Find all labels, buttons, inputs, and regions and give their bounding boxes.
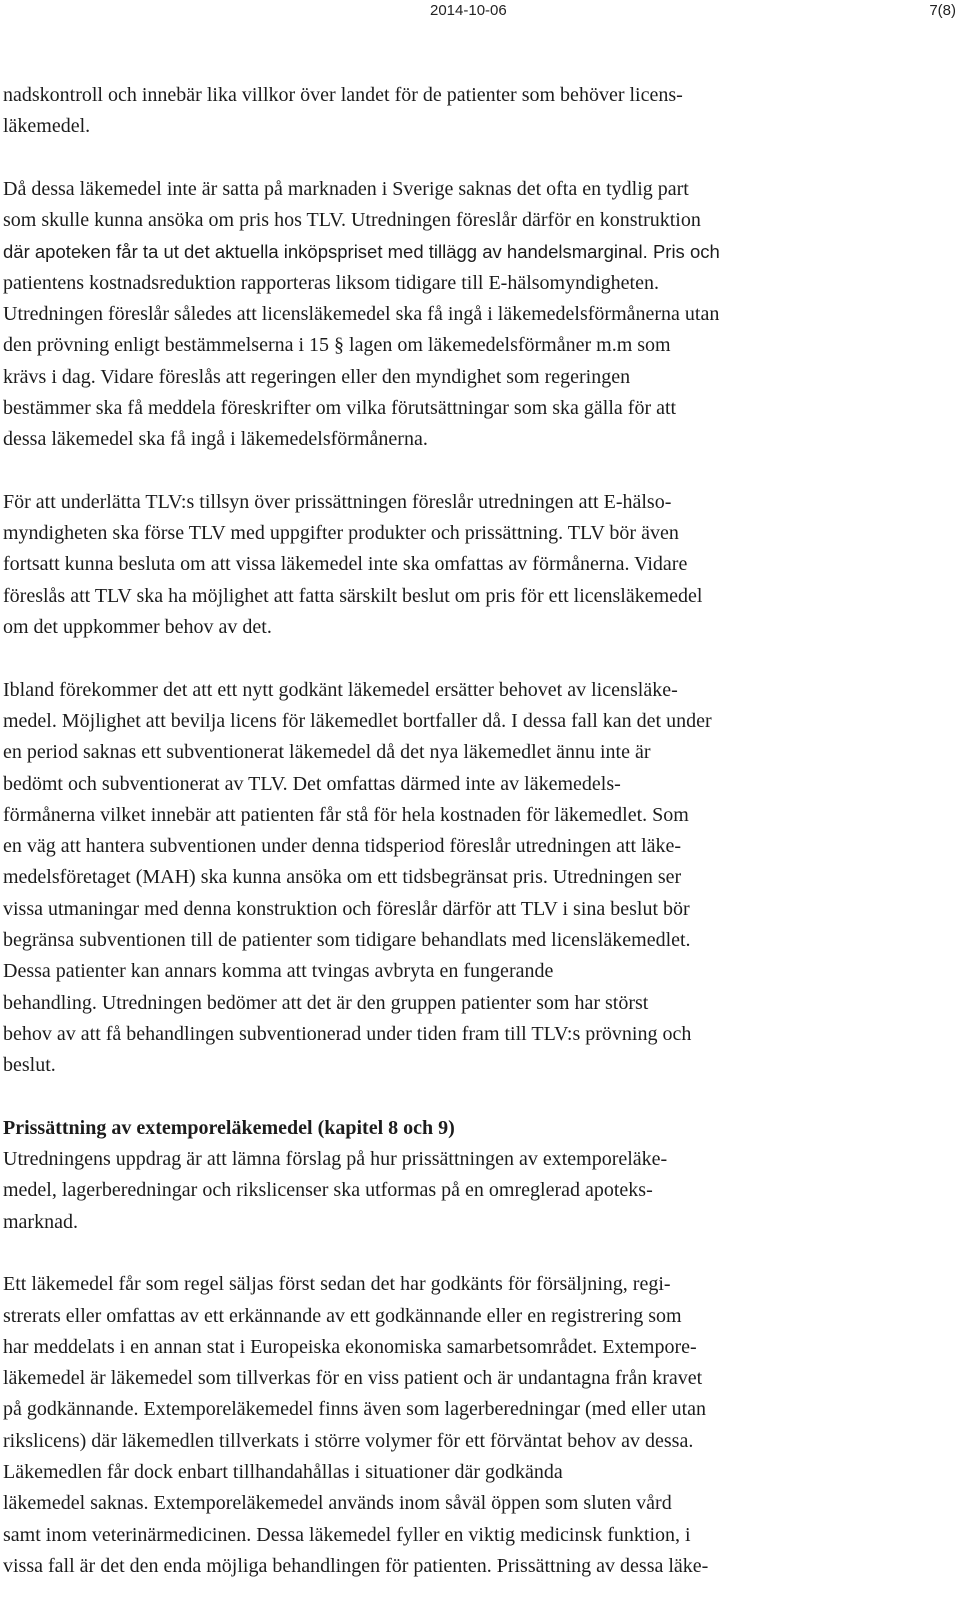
text-line: fortsatt kunna besluta om att vissa läkemedel inte ska omfattas av förmånerna. Vidare: [3, 553, 688, 576]
text-line: har meddelats i en annan stat i Europeiska ekonomiska samarbetsområdet. Extempore-: [3, 1335, 697, 1358]
text-line: Läkemedlen får dock enbart tillhandahållas i situationer där godkända: [3, 1461, 563, 1484]
text-line: patientens kostnadsreduktion rapporteras liksom tidigare till E-hälsomyndigheten.: [3, 271, 659, 294]
text-line: vissa utmaningar med denna konstruktion och föreslår därför att TLV i sina beslut bör: [3, 897, 690, 920]
paragraph: [3, 1269, 855, 1582]
text-line: Ett läkemedel får som regel säljas först sedan det har godkänts för försäljning, regi-: [3, 1273, 671, 1296]
text-line: vissa fall är det den enda möjliga behandlingen för patienten. Prissättning av dessa läke-: [3, 1554, 709, 1577]
text-line: strerats eller omfattas av ett erkännande av ett godkännande eller en registrering som: [3, 1304, 682, 1327]
text-line: myndigheten ska förse TLV med uppgifter produkter och prissättning. TLV bör även: [3, 522, 679, 545]
text-line: behov av att få behandlingen subventionerad under tiden fram till TLV:s prövning och: [3, 1022, 692, 1045]
text-line: läkemedel saknas. Extemporeläkemedel används inom såväl öppen som sluten vård: [3, 1492, 672, 1515]
paragraph-gap: [3, 1082, 855, 1113]
paragraph: [3, 487, 855, 643]
text-line: dessa läkemedel ska få ingå i läkemedelsförmånerna.: [3, 428, 428, 451]
paragraph: [3, 1113, 855, 1238]
document-body: [3, 80, 855, 1582]
text-line: som skulle kunna ansöka om pris hos TLV. Utredningen föreslår därför en konstruktion: [3, 209, 701, 232]
text-line: på godkännande. Extemporeläkemedel finns även som lagerberedningar (med eller utan: [3, 1398, 707, 1421]
text-line: rikslicens) där läkemedlen tillverkats i större volymer för ett förväntat behov av dessa.: [3, 1429, 694, 1452]
text-line: medel. Möjlighet att bevilja licens för läkemedlet bortfaller då. I dessa fall kan det under: [3, 709, 712, 732]
paragraph: [3, 80, 855, 143]
text-line: Då dessa läkemedel inte är satta på marknaden i Sverige saknas det ofta en tydlig part: [3, 177, 689, 200]
text-line: Utredningen föreslår således att licensläkemedel ska få ingå i läkemedelsförmånerna utan: [3, 303, 720, 326]
text-line: bedömt och subventionerat av TLV. Det omfattas därmed inte av läkemedels-: [3, 772, 621, 795]
text-line: medel, lagerberedningar och rikslicenser ska utformas på en omreglerad apoteks-: [3, 1179, 653, 1202]
text-line: förmånerna vilket innebär att patienten får stå för hela kostnaden för läkemedlet. Som: [3, 803, 689, 826]
text-line: läkemedel.: [3, 115, 91, 138]
paragraph-gap: [3, 1238, 855, 1269]
text-line: beslut.: [3, 1054, 56, 1077]
text-line: Utredningens uppdrag är att lämna förslag på hur prissättningen av extemporeläke-: [3, 1148, 668, 1171]
text-line: krävs i dag. Vidare föreslås att regeringen eller den myndighet som regeringen: [3, 365, 631, 388]
text-line: där apoteken får ta ut det aktuella inköpspriset med tillägg av handelsmarginal. Pris och: [3, 241, 720, 263]
paragraph: [3, 174, 855, 456]
text-line: föreslås att TLV ska ha möjlighet att fatta särskilt beslut om pris för ett licensläkemedel: [3, 584, 703, 607]
text-line: samt inom veterinärmedicinen. Dessa läkemedel fyller en viktig medicinsk funktion, i: [3, 1523, 691, 1546]
text-line: behandling. Utredningen bedömer att det är den gruppen patienter som har störst: [3, 991, 649, 1014]
page-number: 7(8): [929, 2, 956, 19]
text-line: nadskontroll och innebär lika villkor över landet för de patienter som behöver licens-: [3, 84, 683, 106]
paragraph-gap: [3, 143, 855, 174]
paragraph-gap: [3, 643, 855, 674]
text-line: den prövning enligt bestämmelserna i 15 § lagen om läkemedelsförmåner m.m som: [3, 334, 671, 357]
text-line: Dessa patienter kan annars komma att tvingas avbryta en fungerande: [3, 960, 554, 983]
text-line: medelsföretaget (MAH) ska kunna ansöka om ett tidsbegränsat pris. Utredningen ser: [3, 866, 682, 889]
paragraph: [3, 675, 855, 1082]
text-line: marknad.: [3, 1210, 78, 1233]
page-header: [0, 0, 960, 26]
text-line: en väg att hantera subventionen under denna tidsperiod föreslår utredningen att läke-: [3, 835, 682, 858]
text-line: bestämmer ska få meddela föreskrifter om vilka förutsättningar som ska gälla för att: [3, 396, 677, 419]
text-line: Ibland förekommer det att ett nytt godkänt läkemedel ersätter behovet av licensläke-: [3, 678, 678, 701]
section-heading: Prissättning av extemporeläkemedel (kapitel 8 och 9): [3, 1116, 455, 1139]
text-line: För att underlätta TLV:s tillsyn över prissättningen föreslår utredningen att E-hälso-: [3, 490, 672, 513]
paragraph-gap: [3, 456, 855, 487]
text-line: läkemedel är läkemedel som tillverkas för en viss patient och är undantagna från kravet: [3, 1367, 703, 1390]
text-line: begränsa subventionen till de patienter som tidigare behandlats med licensläkemedlet.: [3, 929, 691, 952]
text-line: om det uppkommer behov av det.: [3, 616, 272, 639]
text-line: en period saknas ett subventionerat läkemedel då det nya läkemedlet ännu inte är: [3, 741, 651, 764]
header-date: 2014-10-06: [430, 2, 507, 19]
